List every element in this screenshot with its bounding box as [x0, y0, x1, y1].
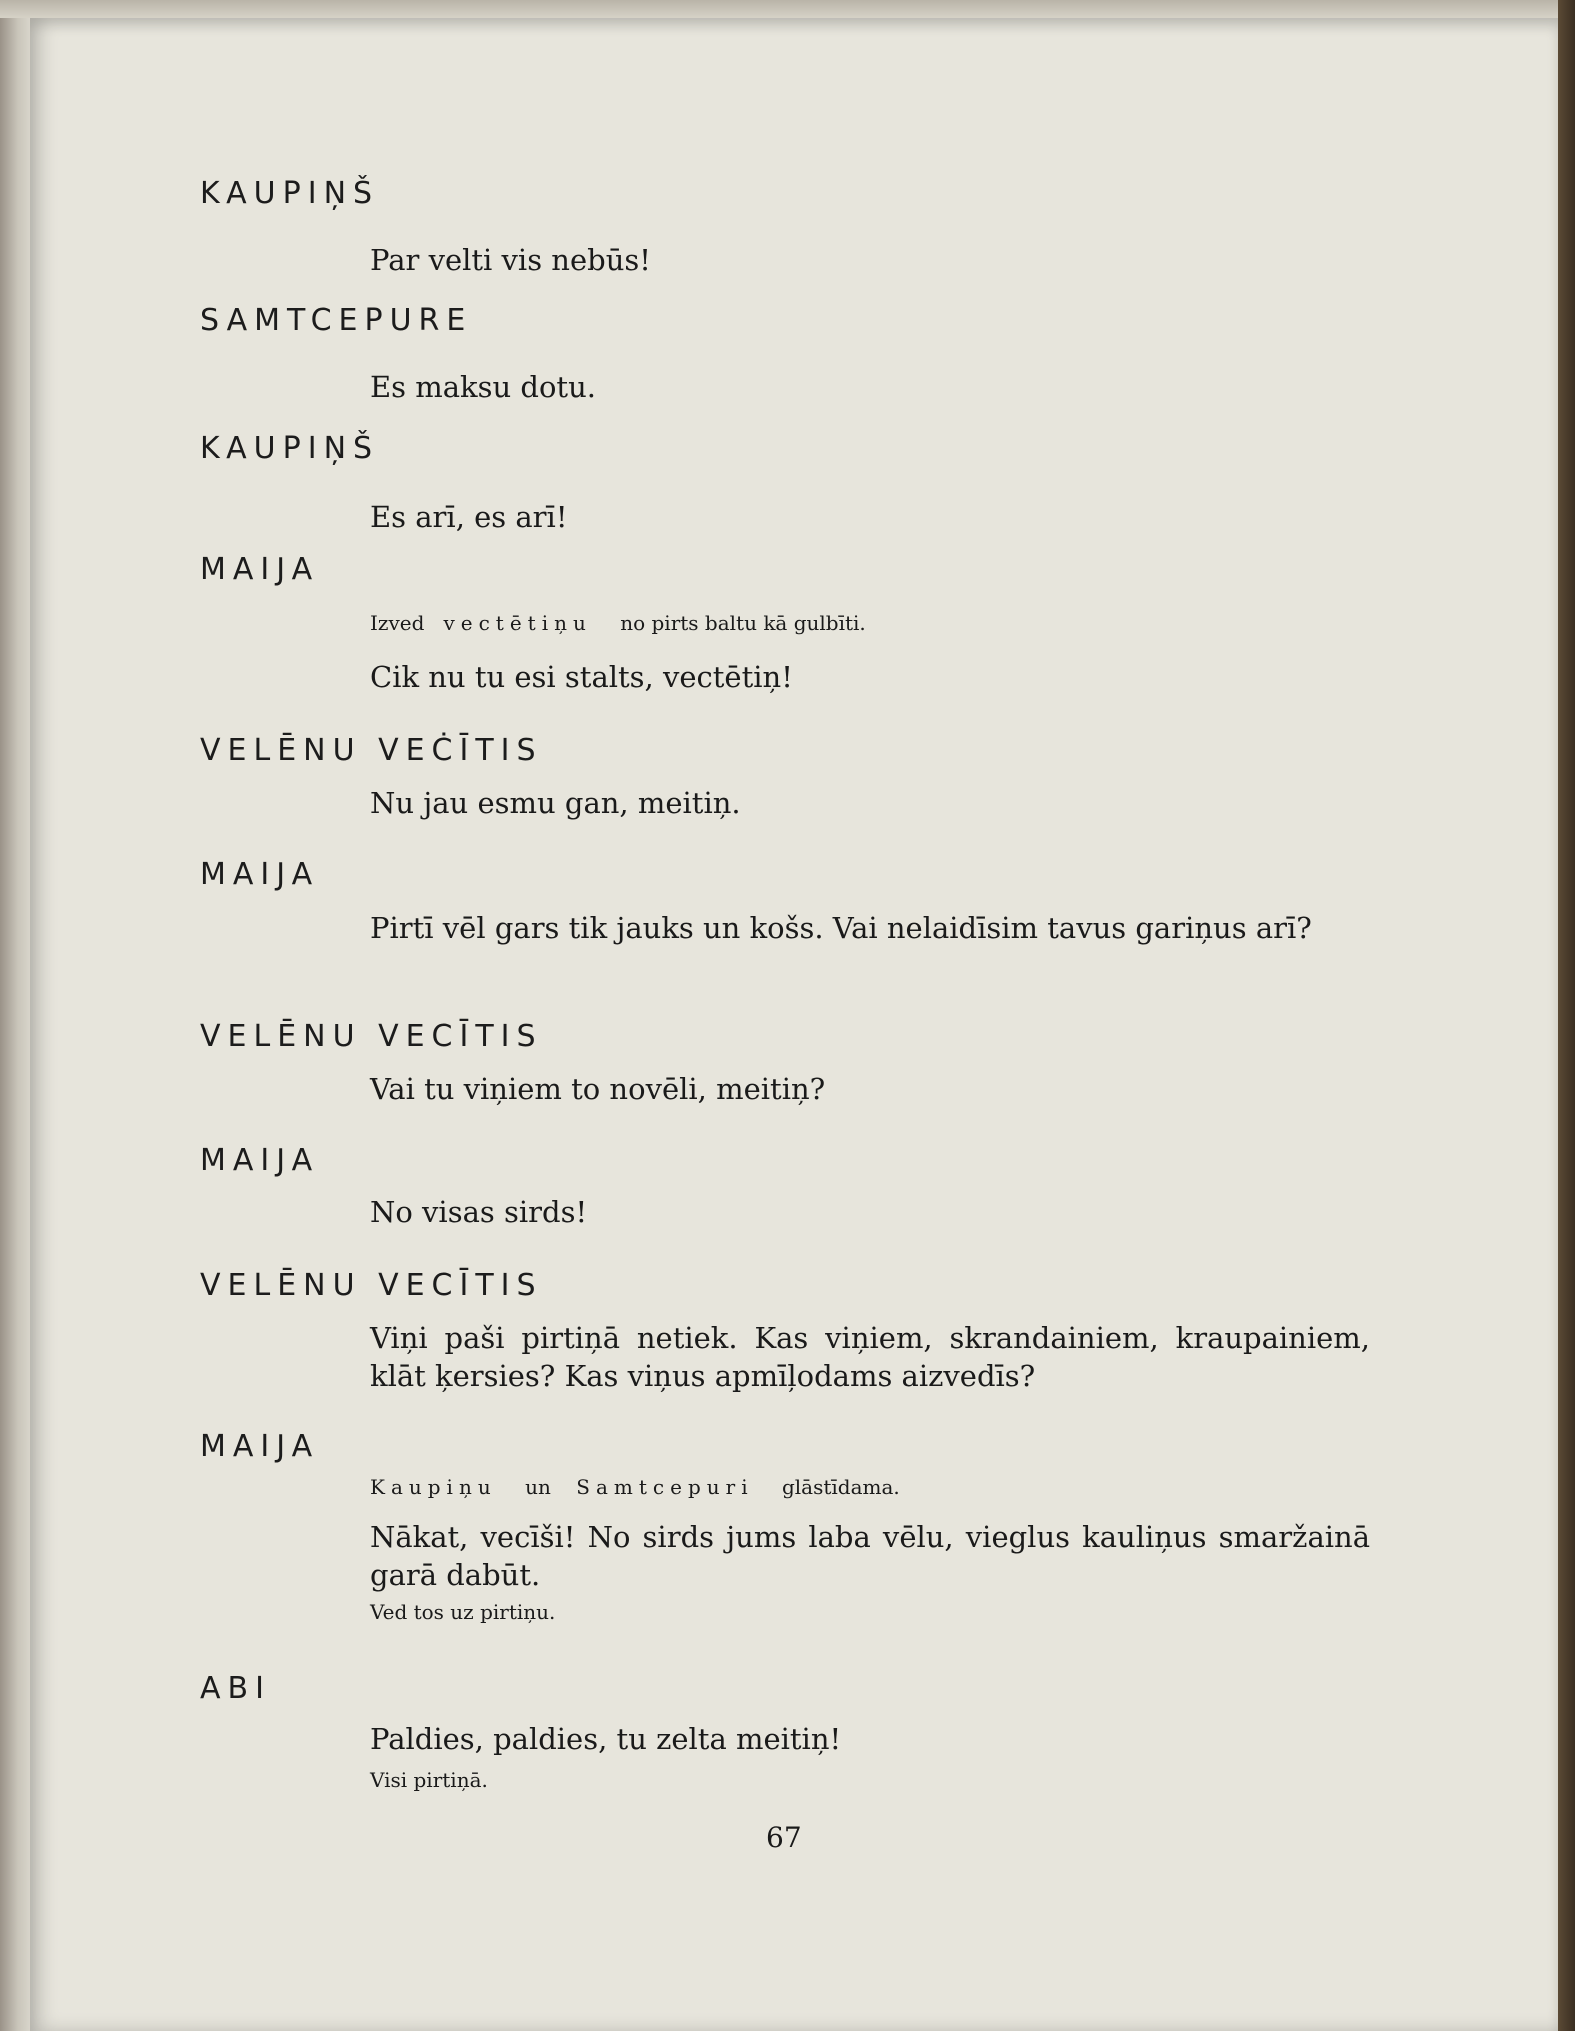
stage-text: Izved — [370, 611, 425, 635]
speaker-name: VELĒNU VECĪTIS — [200, 1268, 543, 1303]
page-top-edge — [0, 0, 1575, 18]
speaker-name: MAIJA — [200, 1143, 320, 1178]
speaker-name: ABI — [200, 1671, 271, 1706]
stage-text: glāstīdama. — [781, 1475, 900, 1499]
stage-direction: Visi pirtiņā. — [370, 1768, 488, 1792]
page-number: 67 — [766, 1821, 802, 1854]
speaker-name: VELĒNU VEĊĪTIS — [200, 733, 543, 768]
speaker-name: VELĒNU VECĪTIS — [200, 1019, 543, 1054]
speaker-name: KAUPIŅŠ — [200, 176, 380, 211]
dialogue-line: Viņi paši pirtiņā netiek. Kas viņiem, skrandainiem, kraupainiem, klāt ķersies? Kas viņus apmīļodams aizvedīs? — [370, 1321, 1370, 1393]
dialogue-line: Par velti vis nebūs! — [370, 243, 651, 277]
dialogue-line: Es maksu dotu. — [370, 370, 596, 404]
stage-character-name: Kaupiņu — [370, 1475, 497, 1499]
page-binding — [0, 0, 30, 2031]
dialogue-line: Paldies, paldies, tu zelta meitiņ! — [370, 1722, 842, 1756]
dialogue-line: No visas sirds! — [370, 1195, 588, 1229]
dialogue-line: Nu jau esmu gan, meitiņ. — [370, 786, 741, 820]
book-cover-edge — [1558, 0, 1575, 2031]
speaker-name: SAMTCEPURE — [200, 303, 473, 338]
speaker-name: MAIJA — [200, 1429, 320, 1464]
stage-text: un — [525, 1475, 551, 1499]
dialogue-line: Nākat, vecīši! No sirds jums laba vēlu, vieglus kauliņus smaržainā garā dabūt. — [370, 1520, 1370, 1592]
dialogue-line: Cik nu tu esi stalts, vectētiņ! — [370, 660, 793, 694]
stage-character-name: Samtcepuri — [576, 1475, 754, 1499]
speaker-name: MAIJA — [200, 857, 320, 892]
stage-direction: Ved tos uz pirtiņu. — [370, 1600, 556, 1624]
dialogue-line: Vai tu viņiem to novēli, meitiņ? — [370, 1072, 826, 1106]
dialogue-line: Pirtī vēl gars tik jauks un košs. Vai nelaidīsim tavus gariņus arī? — [370, 911, 1312, 945]
stage-direction — [370, 1475, 900, 1499]
stage-direction — [370, 611, 866, 635]
dialogue-line: Es arī, es arī! — [370, 500, 568, 534]
book-page — [30, 18, 1558, 2031]
stage-text: no pirts baltu kā gulbīti. — [620, 611, 866, 635]
stage-character-name: vectētiņu — [443, 611, 592, 635]
speaker-name: MAIJA — [200, 552, 320, 587]
speaker-name: KAUPIŅŠ — [200, 431, 380, 466]
